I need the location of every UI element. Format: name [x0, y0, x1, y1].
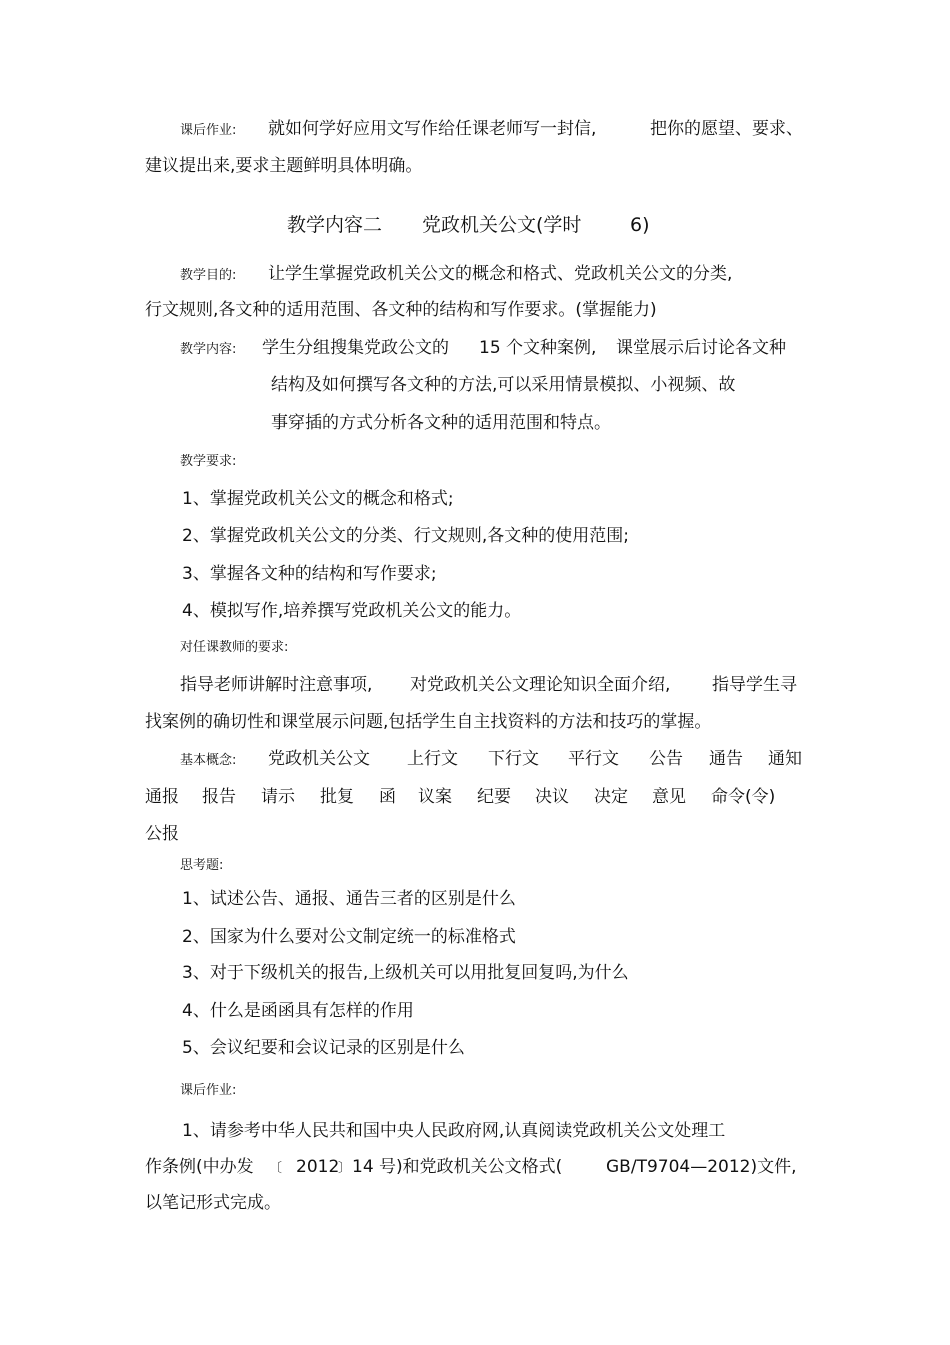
concept-term: 请示 [261, 787, 295, 807]
homework-text: GB/T9704—2012)文件, [606, 1157, 797, 1177]
concept-term: 公报 [145, 824, 179, 844]
requirement-item: 4、模拟写作,培养撰写党政机关公文的能力。 [182, 601, 522, 621]
homework-text: 以笔记形式完成。 [145, 1193, 281, 1213]
requirements-label: 教学要求: [180, 454, 237, 469]
concept-term: 公告 [649, 749, 683, 769]
teacher-text: 指导老师讲解时注意事项, [180, 675, 373, 695]
content-text: 学生分组搜集党政公文的 [262, 338, 449, 358]
concept-term: 通报 [145, 787, 179, 807]
homework-text: 作条例(中办发 [145, 1157, 254, 1177]
concept-term: 纪要 [477, 787, 511, 807]
question-item: 3、对于下级机关的报告,上级机关可以用批复回复吗,为什么 [182, 963, 629, 983]
section-subtitle: 党政机关公文(学时 [422, 214, 582, 236]
homework-text: 14 号)和党政机关公文格式( [352, 1157, 563, 1177]
requirement-item: 2、掌握党政机关公文的分类、行文规则,各文种的使用范围; [182, 526, 629, 546]
concept-term: 命令(令) [711, 787, 776, 807]
concept-term: 决定 [594, 787, 628, 807]
question-item: 1、试述公告、通报、通告三者的区别是什么 [182, 889, 516, 909]
homework-label: 课后作业: [180, 1083, 237, 1098]
content-text: 15 个文种案例, [479, 338, 597, 358]
purpose-text: 让学生掌握党政机关公文的概念和格式、党政机关公文的分类, [268, 264, 733, 284]
purpose-label: 教学目的: [180, 268, 237, 283]
concept-term: 平行文 [568, 749, 619, 769]
purpose-text: 行文规则,各文种的适用范围、各文种的结构和写作要求。(掌握能力) [145, 300, 657, 320]
homework-label: 课后作业: [180, 123, 237, 138]
question-item: 2、国家为什么要对公文制定统一的标准格式 [182, 927, 516, 947]
teacher-text: 指导学生寻 [712, 675, 797, 695]
concept-term: 通告 [709, 749, 743, 769]
homework-text: 建议提出来,要求主题鲜明具体明确。 [145, 156, 423, 176]
requirement-item: 1、掌握党政机关公文的概念和格式; [182, 489, 454, 509]
concepts-label: 基本概念: [180, 753, 237, 768]
requirement-item: 3、掌握各文种的结构和写作要求; [182, 564, 437, 584]
content-text: 课堂展示后讨论各文种 [616, 338, 786, 358]
section-title: 教学内容二 [287, 214, 383, 236]
question-item: 4、什么是函函具有怎样的作用 [182, 1001, 414, 1021]
content-text: 结构及如何撰写各文种的方法,可以采用情景模拟、小视频、故 [271, 375, 736, 395]
homework-bracket: 〔 [269, 1161, 283, 1176]
content-label: 教学内容: [180, 342, 237, 357]
concept-term: 通知 [768, 749, 802, 769]
homework-text: 把你的愿望、要求、 [650, 119, 803, 139]
concept-term: 决议 [535, 787, 569, 807]
content-text: 事穿插的方式分析各文种的适用范围和特点。 [271, 413, 611, 433]
concept-term: 批复 [320, 787, 354, 807]
concept-term: 议案 [418, 787, 452, 807]
questions-label: 思考题: [180, 858, 224, 873]
concept-term: 函 [379, 787, 396, 807]
homework-text: 1、请参考中华人民共和国中央人民政府网,认真阅读党政机关公文处理工 [182, 1121, 726, 1141]
homework-bracket: 〕 [338, 1161, 352, 1176]
section-hours: 6) [630, 214, 650, 236]
concept-term: 党政机关公文 [268, 749, 370, 769]
homework-year: 2012 [296, 1157, 340, 1177]
teacher-text: 找案例的确切性和课堂展示问题,包括学生自主找资料的方法和技巧的掌握。 [145, 712, 712, 732]
teacher-label: 对任课教师的要求: [180, 640, 289, 655]
concept-term: 意见 [652, 787, 686, 807]
concept-term: 报告 [202, 787, 236, 807]
homework-text: 就如何学好应用文写作给任课老师写一封信, [268, 119, 597, 139]
concept-term: 上行文 [407, 749, 458, 769]
concept-term: 下行文 [488, 749, 539, 769]
teacher-text: 对党政机关公文理论知识全面介绍, [410, 675, 671, 695]
question-item: 5、会议纪要和会议记录的区别是什么 [182, 1038, 465, 1058]
